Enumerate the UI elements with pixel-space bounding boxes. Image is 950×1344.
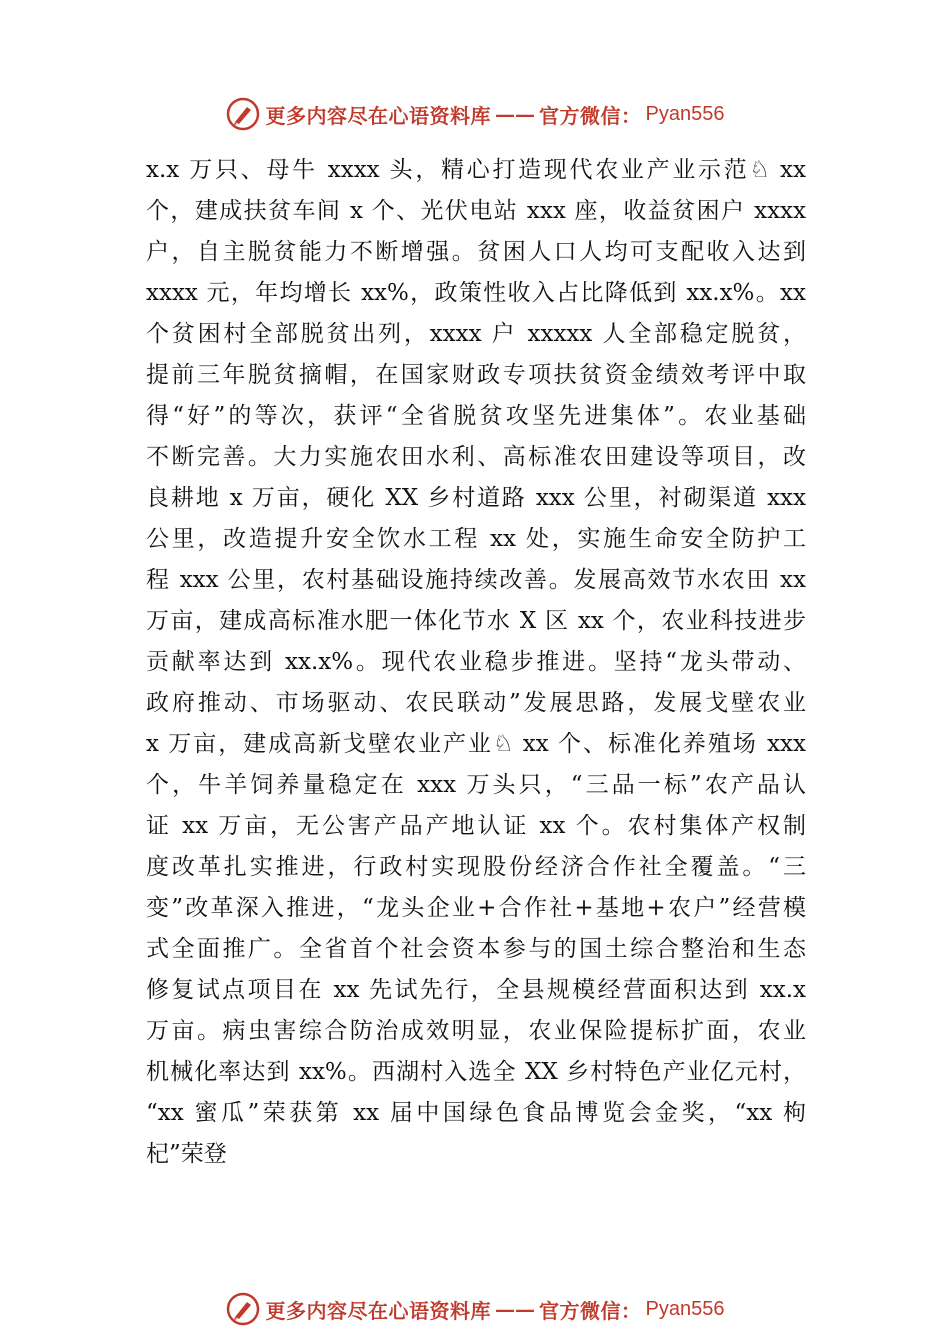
header-brand-text: 更多内容尽在心语资料库 xyxy=(265,103,492,128)
text-line: 修复试点项目在 xx 先试先行，全县规模经营面积达到 xx.x xyxy=(146,977,806,1003)
text-line: 度改革扎实推进，行政村实现股份经济合作社全覆盖。“三 xyxy=(146,854,806,880)
text-line: 提前三年脱贫摘帽，在国家财政专项扶贫资金绩效考评中取 xyxy=(146,362,806,388)
text-line: 得“好”的等次，获评“全省脱贫攻坚先进集体”。农业基础 xyxy=(146,403,806,429)
document-body xyxy=(146,150,806,1175)
text-line: 政府推动、市场驱动、农民联动”发展思路，发展戈壁农业 xyxy=(146,690,806,716)
text-line: “xx 蜜瓜”荣获第 xx 届中国绿色食品博览会金奖，“xx 枸 xyxy=(146,1100,806,1126)
footer-dash: —— xyxy=(495,1297,536,1321)
text-line: 式全面推广。全省首个社会资本参与的国土综合整治和生态 xyxy=(146,936,806,962)
header-wechat-label: 官方微信： xyxy=(539,103,642,128)
text-line: 个，牛羊饲养量稳定在 xxx 万头只，“三品一标”农产品认 xyxy=(146,772,806,798)
footer-wechat-id: Pyan556 xyxy=(645,1297,725,1320)
text-line-last: 杞”荣登 xyxy=(146,1141,227,1167)
text-line: 个贫困村全部脱贫出列，xxxx 户 xxxxx 人全部稳定脱贫， xyxy=(146,321,806,347)
text-line: xxxx 元，年均增长 xx%，政策性收入占比降低到 xx.x%。xx xyxy=(146,280,806,306)
footer-banner xyxy=(0,1289,950,1329)
text-line: 万亩，建成高标准水肥一体化节水 X 区 xx 个，农业科技进步 xyxy=(146,608,806,634)
header-dash: —— xyxy=(495,102,536,126)
text-line: x 万亩，建成高新戈壁农业产业♘ xx 个、标准化养殖场 xxx xyxy=(146,731,806,757)
text-line: 机械化率达到 xx%。西湖村入选全 XX 乡村特色产业亿元村， xyxy=(146,1059,806,1085)
text-line: 贡献率达到 xx.x%。现代农业稳步推进。坚持“龙头带动、 xyxy=(146,649,806,675)
pen-logo-icon xyxy=(226,1292,260,1326)
footer-brand-text: 更多内容尽在心语资料库 xyxy=(265,1298,492,1323)
text-line: 变”改革深入推进，“龙头企业+合作社+基地+农户”经营模 xyxy=(146,895,806,921)
text-line: 证 xx 万亩，无公害产品产地认证 xx 个。农村集体产权制 xyxy=(146,813,806,839)
text-line: x.x 万只、母牛 xxxx 头，精心打造现代农业产业示范♘ xx xyxy=(146,157,806,183)
text-line: 不断完善。大力实施农田水利、高标准农田建设等项目，改 xyxy=(146,444,806,470)
text-line: 户，自主脱贫能力不断增强。贫困人口人均可支配收入达到 xyxy=(146,239,806,265)
pen-logo-icon xyxy=(226,97,260,131)
header-banner xyxy=(0,94,950,134)
text-line: 个，建成扶贫车间 x 个、光伏电站 xxx 座，收益贫困户 xxxx xyxy=(146,198,806,224)
header-wechat-id: Pyan556 xyxy=(645,102,725,125)
footer-wechat-label: 官方微信： xyxy=(539,1298,642,1323)
text-line: 程 xxx 公里，农村基础设施持续改善。发展高效节水农田 xx xyxy=(146,567,806,593)
text-line: 公里，改造提升安全饮水工程 xx 处，实施生命安全防护工 xyxy=(146,526,806,552)
text-line: 良耕地 x 万亩，硬化 XX 乡村道路 xxx 公里，衬砌渠道 xxx xyxy=(146,485,806,511)
text-line: 万亩。病虫害综合防治成效明显，农业保险提标扩面，农业 xyxy=(146,1018,806,1044)
